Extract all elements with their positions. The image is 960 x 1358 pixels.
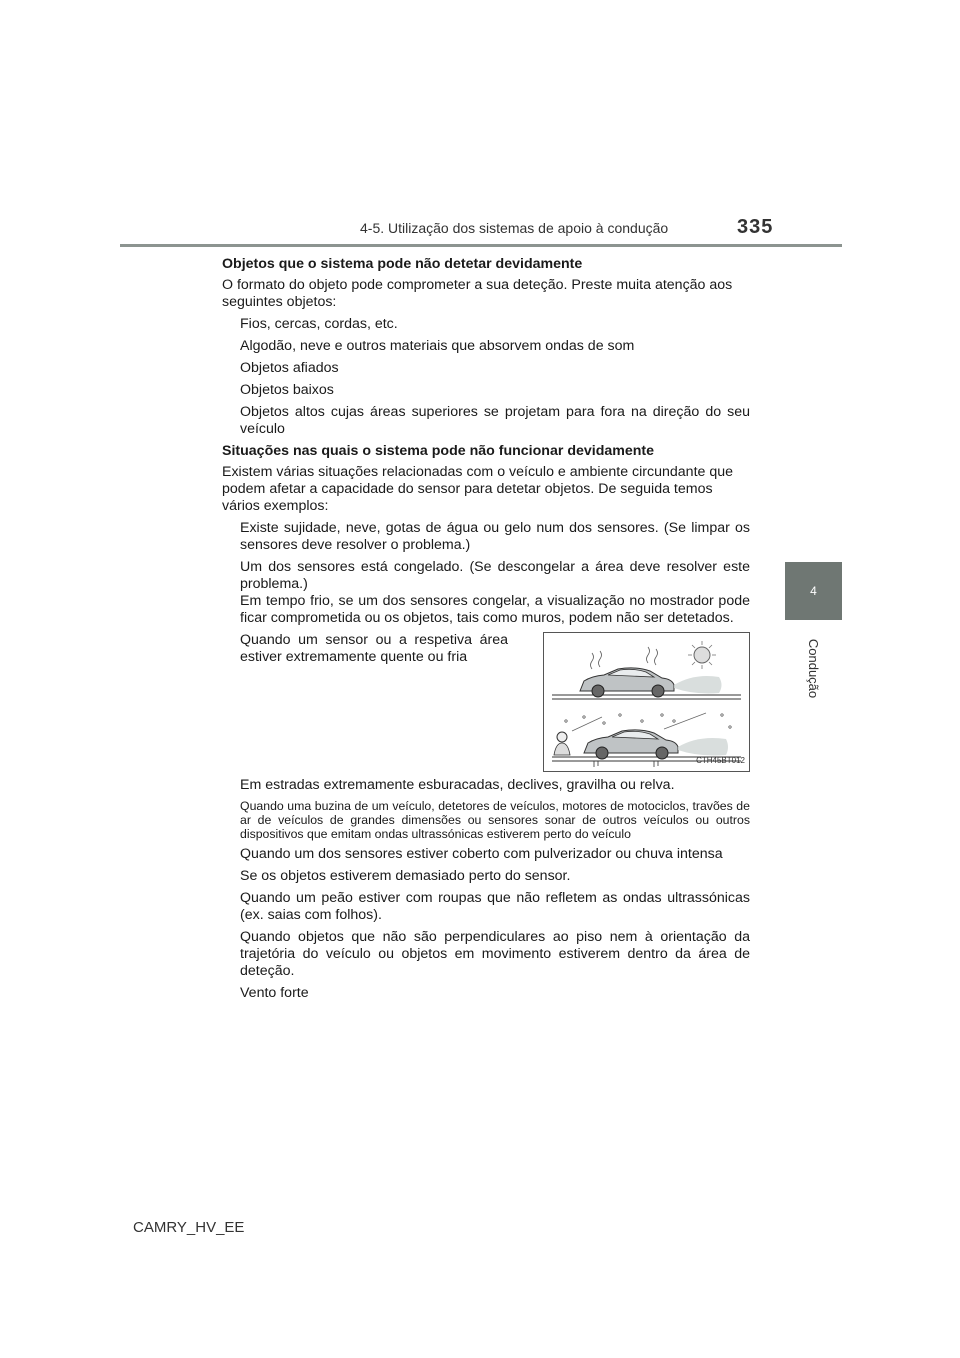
- illustration-hot-cold-car: [543, 632, 750, 772]
- list-item: Se os objetos estiverem demasiado perto do sensor.: [240, 868, 571, 884]
- list-item: Vento forte: [240, 985, 309, 1001]
- objects-intro: O formato do objeto pode comprometer a sua deteção. Preste muita atenção aos seguintes objetos:: [222, 277, 733, 310]
- list-item: Algodão, neve e outros materiais que absorvem ondas de som: [240, 338, 635, 354]
- list-item: Existe sujidade, neve, gotas de água ou gelo num dos sensores. (Se limpar os sensores deve resolver o problema.): [240, 520, 750, 553]
- list-item: Em estradas extremamente esburacadas, declives, gravilha ou relva.: [240, 777, 675, 793]
- situations-heading: Situações nas quais o sistema pode não funcionar devidamente: [222, 443, 655, 459]
- list-item: Objetos afiados: [240, 360, 339, 376]
- situations-intro: Existem várias situações relacionadas com o veículo e ambiente circundante que podem afetar a capacidade do sensor para detetar objetos. De seguida temos vários exemplos:: [222, 464, 734, 514]
- figure-code: CTH45BT012: [696, 756, 745, 765]
- list-item-continuation: Em tempo frio, se um dos sensores congelar, a visualização no mostrador pode ficar comprometida ou os objetos, tais como muros, podem não ser detetados.: [240, 593, 750, 626]
- footer-model-code: CAMRY_HV_EE: [133, 1219, 245, 1236]
- chapter-tab-label: Condução: [785, 620, 842, 716]
- list-item: Quando objetos que não são perpendiculares ao piso nem à orientação da trajetória do veículo ou objetos em movimento estiverem dentro da área de deteção.: [240, 929, 750, 979]
- figure-row: [222, 632, 750, 772]
- list-item: Objetos altos cujas áreas superiores se projetam para fora na direção do seu veículo: [240, 404, 750, 437]
- list-item: Objetos baixos: [240, 382, 334, 398]
- chapter-tab-number: 4: [785, 562, 842, 620]
- header-rule: [120, 244, 842, 247]
- section-title: 4-5. Utilização dos sistemas de apoio à condução: [360, 220, 669, 236]
- objects-heading: Objetos que o sistema pode não detetar devidamente: [222, 256, 583, 272]
- page-content: [222, 256, 750, 1006]
- page-number: 335: [737, 216, 774, 238]
- list-item: Quando uma buzina de um veículo, detetores de veículos, motores de motociclos, travões de ar de veículos de grandes dimensões ou sensores sonar de outros veículos ou outros dispositivos que emitam ondas ultrassónicas estiverem perto do veículo: [240, 799, 750, 841]
- list-item: Fios, cercas, cordas, etc.: [240, 316, 398, 332]
- list-item: Quando um sensor ou a respetiva área estiver extremamente quente ou fria: [240, 632, 508, 665]
- list-item: Um dos sensores está congelado. (Se descongelar a área deve resolver este problema.): [240, 559, 750, 592]
- list-item: Quando um peão estiver com roupas que não refletem as ondas ultrassónicas (ex. saias com folhos).: [240, 890, 750, 923]
- list-item: Quando um dos sensores estiver coberto com pulverizador ou chuva intensa: [240, 846, 723, 862]
- car-weather-illustration: [544, 633, 749, 771]
